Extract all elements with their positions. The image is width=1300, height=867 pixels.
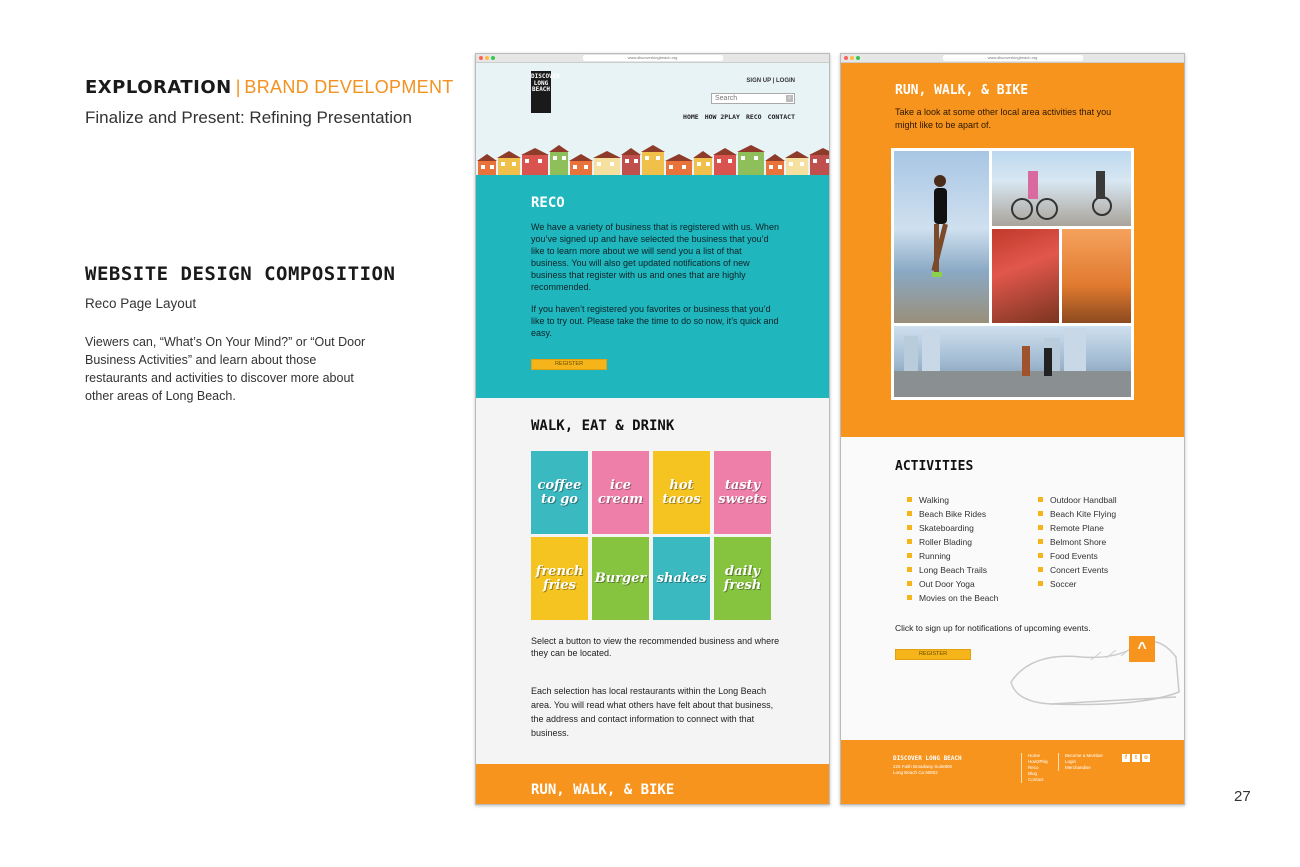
activity-item[interactable]: Movies on the Beach xyxy=(907,591,998,605)
activities-list-2 xyxy=(1038,493,1117,591)
photo-runner[interactable] xyxy=(894,151,989,323)
tile-shake-icon[interactable]: shakes xyxy=(653,537,710,620)
tile-cupcake-icon[interactable]: tasty sweets xyxy=(714,451,771,534)
window-controls xyxy=(844,56,860,60)
facebook-icon[interactable]: f xyxy=(1122,754,1130,762)
activity-item[interactable]: Beach Kite Flying xyxy=(1038,507,1117,521)
address-bar[interactable]: www.discoverlongbeach.org xyxy=(943,55,1083,61)
photo-bike-riders[interactable] xyxy=(992,151,1131,226)
instagram-icon[interactable]: o xyxy=(1142,754,1150,762)
nav-item-reco[interactable]: RECO xyxy=(745,113,762,121)
walk-eat-drink-paragraph-2: Each selection has local restaurants within the Long Beach area. You will read what others have felt about that business, the address and contact information to connect with that business. xyxy=(531,686,774,738)
reco-register-button[interactable]: REGISTER xyxy=(531,359,607,370)
footer-link-how2play[interactable]: How2Play xyxy=(1028,759,1049,764)
account-links[interactable]: SIGN UP | LOGIN xyxy=(746,78,795,84)
activities-list-1 xyxy=(907,493,998,605)
reco-paragraph-1: We have a variety of business that is registered with us. When you’ve signed up and have selected the business that you’d like to learn more about we will send you a list of that business. You will also get updated notifications of new business that register with us and ones that are highly recommended. xyxy=(531,222,779,292)
browser-window-reco xyxy=(475,53,830,805)
footer-link-contact[interactable]: Contact xyxy=(1028,777,1044,782)
run-walk-bike-preview-title: RUN, WALK, & BIKE xyxy=(531,782,675,798)
food-tile-grid xyxy=(531,451,774,620)
houses-illustration xyxy=(476,145,829,175)
footer-nav xyxy=(1021,753,1048,783)
footer-link-reco[interactable]: Reco xyxy=(1028,765,1039,770)
walk-eat-drink-paragraph-1: Select a button to view the recommended business and where they can be located. xyxy=(531,636,780,658)
activity-item[interactable]: Remote Plane xyxy=(1038,521,1117,535)
tile-fries-icon[interactable]: french fries xyxy=(531,537,588,620)
reco-paragraph-2: If you haven’t registered you favorites or business that you’d like to try out. Please take the time to do so now, it’s quick and easy. xyxy=(531,304,779,338)
activity-photo-collage xyxy=(891,148,1134,400)
footer-account-links xyxy=(1058,753,1103,771)
activity-item[interactable]: Belmont Shore xyxy=(1038,535,1117,549)
browser-window-activities xyxy=(840,53,1185,805)
activity-item[interactable]: Running xyxy=(907,549,998,563)
section-description: Viewers can, “What’s On Your Mind?” or “Out Door Business Activities” and learn about those restaurants and activities to discover more about other areas of Long Beach. xyxy=(85,335,366,403)
social-links xyxy=(1122,754,1150,762)
bicycle-icon xyxy=(992,151,1131,226)
section-subtitle: Reco Page Layout xyxy=(85,296,197,311)
footer-link-become-member[interactable]: Become a Member xyxy=(1065,753,1104,758)
site-header xyxy=(476,63,829,145)
activity-item[interactable]: Beach Bike Rides xyxy=(907,507,998,521)
activities-title: ACTIVITIES xyxy=(895,459,974,474)
photo-outdoor-movie[interactable] xyxy=(992,229,1059,323)
twitter-icon[interactable]: t xyxy=(1132,754,1140,762)
activity-item[interactable]: Food Events xyxy=(1038,549,1117,563)
tile-taco-icon[interactable]: hot tacos xyxy=(653,451,710,534)
activities-cta: Click to sign up for notifications of upcoming events. xyxy=(895,623,1091,633)
site-logo[interactable]: DISCOVER LONG BEACH xyxy=(531,71,551,113)
activity-item[interactable]: Concert Events xyxy=(1038,563,1117,577)
browser-toolbar xyxy=(841,54,1184,63)
tile-coffee-icon[interactable]: coffee to go xyxy=(531,451,588,534)
activity-item[interactable]: Walking xyxy=(907,493,998,507)
activity-item[interactable]: Soccer xyxy=(1038,577,1117,591)
slide-subheader: Finalize and Present: Refining Presentation xyxy=(85,108,412,127)
footer-link-login[interactable]: Login xyxy=(1065,759,1077,764)
zoom-window-button[interactable] xyxy=(856,56,860,60)
tile-burger-icon[interactable]: Burger xyxy=(592,537,649,620)
window-controls xyxy=(479,56,495,60)
footer-address xyxy=(893,764,952,776)
reco-title: RECO xyxy=(531,195,565,211)
close-window-button[interactable] xyxy=(844,56,848,60)
scroll-to-top-icon[interactable]: ^ xyxy=(1129,636,1155,662)
footer-link-home[interactable]: Home xyxy=(1028,753,1041,758)
footer-link-merchandise[interactable]: Merchandise xyxy=(1065,765,1091,770)
page-number: 27 xyxy=(1234,788,1251,805)
main-nav xyxy=(683,113,795,121)
walk-eat-drink-section xyxy=(476,398,829,764)
search-icon[interactable]: ⌕ xyxy=(786,95,793,102)
zoom-window-button[interactable] xyxy=(491,56,495,60)
slide-header xyxy=(85,77,454,98)
run-walk-bike-description: Take a look at some other local area activities that you might like to be apart of. xyxy=(895,107,1112,130)
browser-toolbar xyxy=(476,54,829,63)
footer-link-blog[interactable]: Blog xyxy=(1028,771,1038,776)
site-footer xyxy=(841,740,1184,804)
activity-item[interactable]: Long Beach Trails xyxy=(907,563,998,577)
nav-item-home[interactable]: HOME xyxy=(683,113,699,121)
runner-figure-icon xyxy=(894,151,989,323)
activity-item[interactable]: Out Door Yoga xyxy=(907,577,998,591)
city-skyline-icon xyxy=(894,326,1131,397)
activities-register-button[interactable]: REGISTER xyxy=(895,649,971,660)
tile-ice-cream-icon[interactable]: ice cream xyxy=(592,451,649,534)
photo-outdoor-fitness[interactable] xyxy=(1062,229,1131,323)
run-walk-bike-preview xyxy=(476,764,829,804)
page-viewport-reco[interactable] xyxy=(476,63,829,804)
minimize-window-button[interactable] xyxy=(850,56,854,60)
footer-address-line-1: 225 Faith Broadway Suite800 xyxy=(893,764,953,769)
header-main: EXPLORATION xyxy=(85,77,232,98)
nav-item-contact[interactable]: CONTACT xyxy=(767,113,795,121)
reco-section xyxy=(476,175,829,398)
footer-brand[interactable]: DISCOVER LONG BEACH xyxy=(893,755,962,762)
activities-section xyxy=(841,437,1184,740)
search-placeholder: Search xyxy=(715,95,738,102)
activity-item[interactable]: Outdoor Handball xyxy=(1038,493,1117,507)
close-window-button[interactable] xyxy=(479,56,483,60)
page-viewport-activities[interactable] xyxy=(841,63,1184,804)
search-input[interactable] xyxy=(711,93,795,104)
houses-skyline-icon xyxy=(476,145,829,175)
address-bar[interactable]: www.discoverlongbeach.org xyxy=(583,55,723,61)
header-accent: BRAND DEVELOPMENT xyxy=(244,77,454,97)
nav-item-how2play[interactable]: HOW 2PLAY xyxy=(704,113,740,121)
section-title: WEBSITE DESIGN COMPOSITION xyxy=(85,263,396,285)
photo-roller-bladers[interactable] xyxy=(894,326,1131,397)
minimize-window-button[interactable] xyxy=(485,56,489,60)
activity-item[interactable]: Skateboarding xyxy=(907,521,998,535)
run-walk-bike-title: RUN, WALK, & BIKE xyxy=(895,83,1029,98)
tile-salad-icon[interactable]: daily fresh xyxy=(714,537,771,620)
walk-eat-drink-title: WALK, EAT & DRINK xyxy=(531,418,675,434)
run-walk-bike-section xyxy=(841,63,1184,437)
activity-item[interactable]: Roller Blading xyxy=(907,535,998,549)
footer-address-line-2: Long Beach Ca 90802 xyxy=(893,770,938,775)
header-separator: | xyxy=(235,77,241,97)
